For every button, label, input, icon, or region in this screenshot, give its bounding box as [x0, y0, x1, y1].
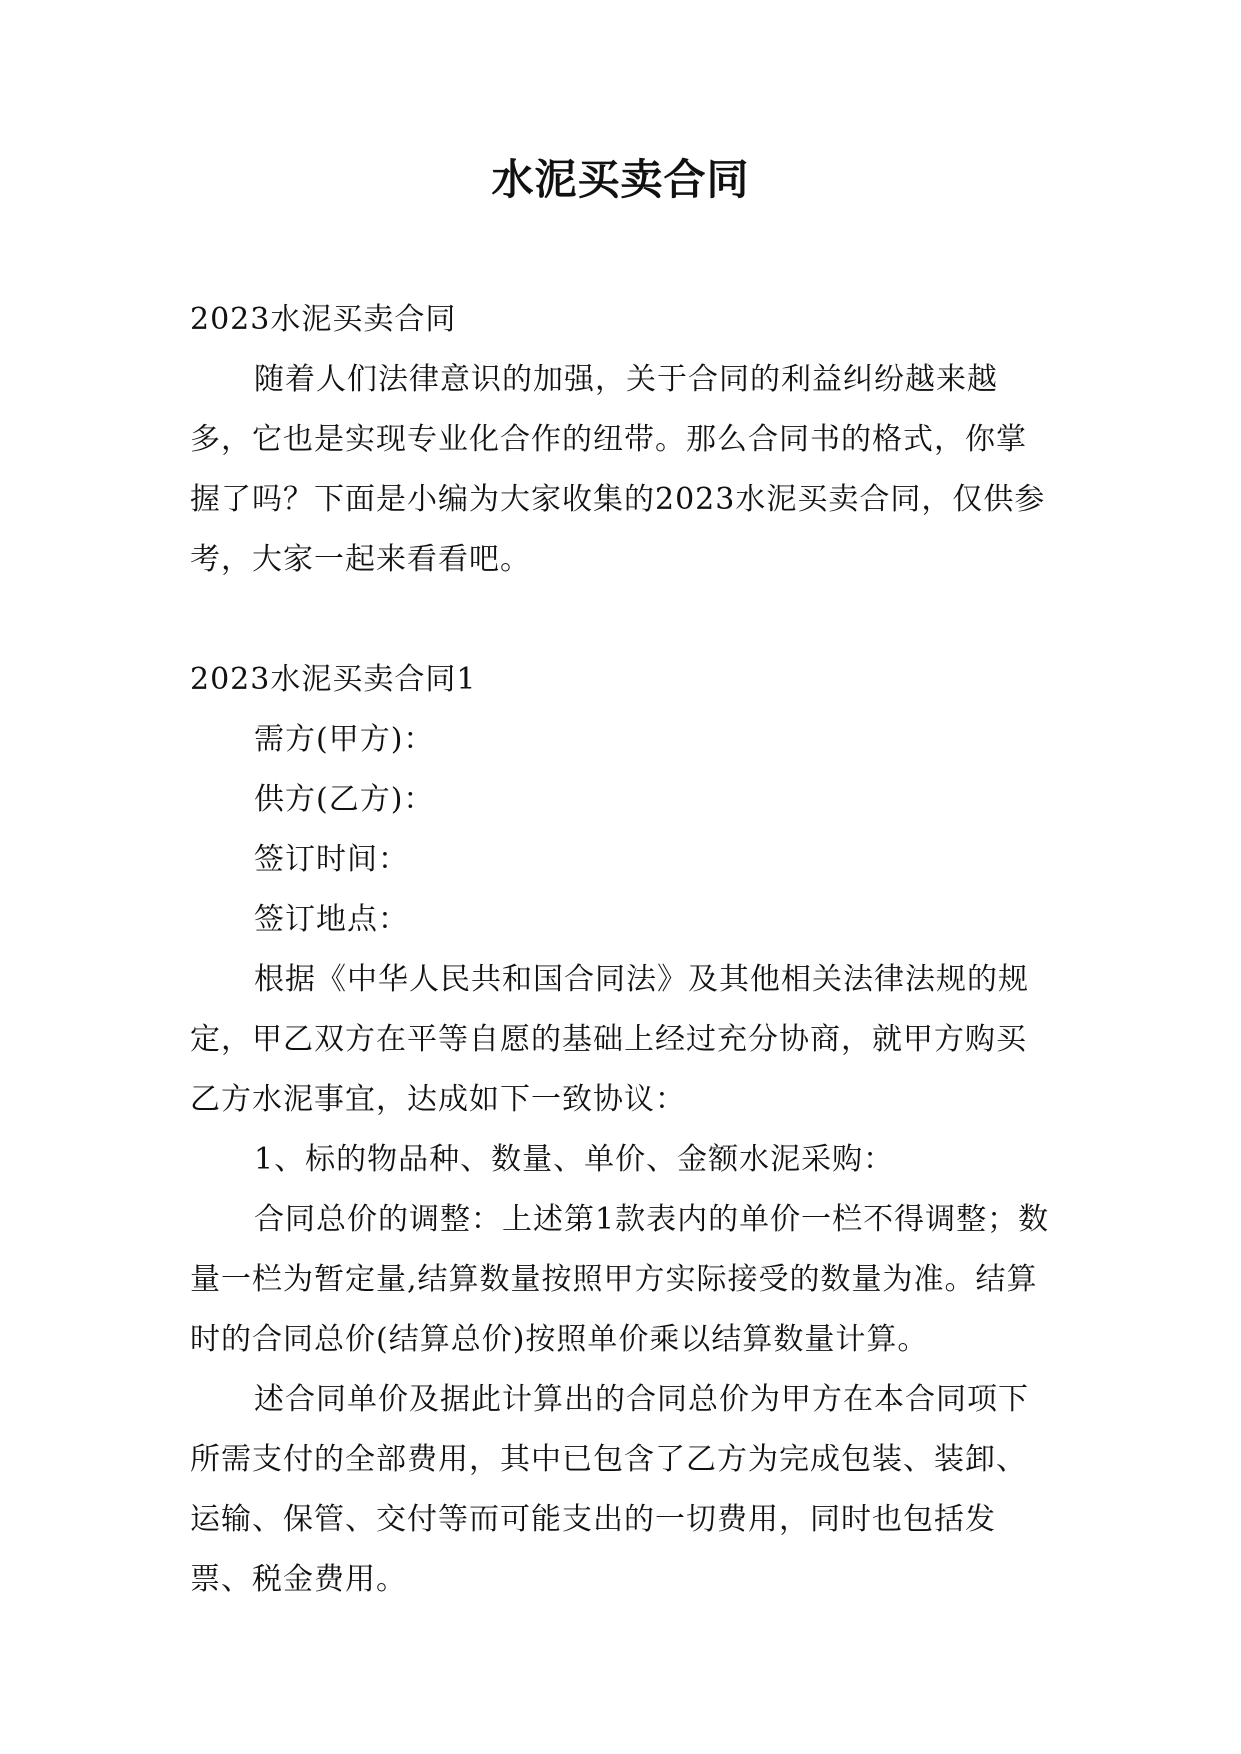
document-title: 水泥买卖合同: [491, 155, 750, 204]
buyer-field: 需方(甲方)：: [254, 722, 435, 757]
subtitle-paragraph: 2023水泥买卖合同: [190, 302, 457, 337]
paragraph-spacer: [190, 590, 1050, 650]
clause-1-paragraph: 1、标的物品种、数量、单价、金额水泥采购：: [254, 1142, 895, 1177]
intro-paragraph: 随着人们法律意识的加强，关于合同的利益纠纷越来越多，它也是实现专业化合作的纽带。那么合同书的格式，你掌握了吗？下面是小编为大家收集的2023水泥买卖合同，仅供参考，大家一起来看看吧。: [190, 362, 1046, 577]
seller-field: 供方(乙方)：: [254, 782, 435, 817]
price-adjustment-paragraph: 合同总价的调整：上述第1款表内的单价一栏不得调整；数量一栏为暂定量,结算数量按照甲方实际接受的数量为准。结算时的合同总价(结算总价)按照单价乘以结算数量计算。: [190, 1202, 1050, 1357]
total-price-paragraph: 述合同单价及据此计算出的合同总价为甲方在本合同项下所需支付的全部费用，其中已包含了乙方为完成包装、装卸、运输、保管、交付等而可能支出的一切费用，同时也包括发票、税金费用。: [190, 1382, 1029, 1597]
document-body: [190, 290, 1050, 1610]
signing-place-field: 签订地点：: [254, 902, 409, 937]
signing-time-field: 签订时间：: [254, 842, 409, 877]
section-heading: 2023水泥买卖合同1: [190, 662, 477, 697]
legal-basis-paragraph: 根据《中华人民共和国合同法》及其他相关法律法规的规定，甲乙双方在平等自愿的基础上经过充分协商，就甲方购买乙方水泥事宜，达成如下一致协议：: [190, 962, 1029, 1117]
